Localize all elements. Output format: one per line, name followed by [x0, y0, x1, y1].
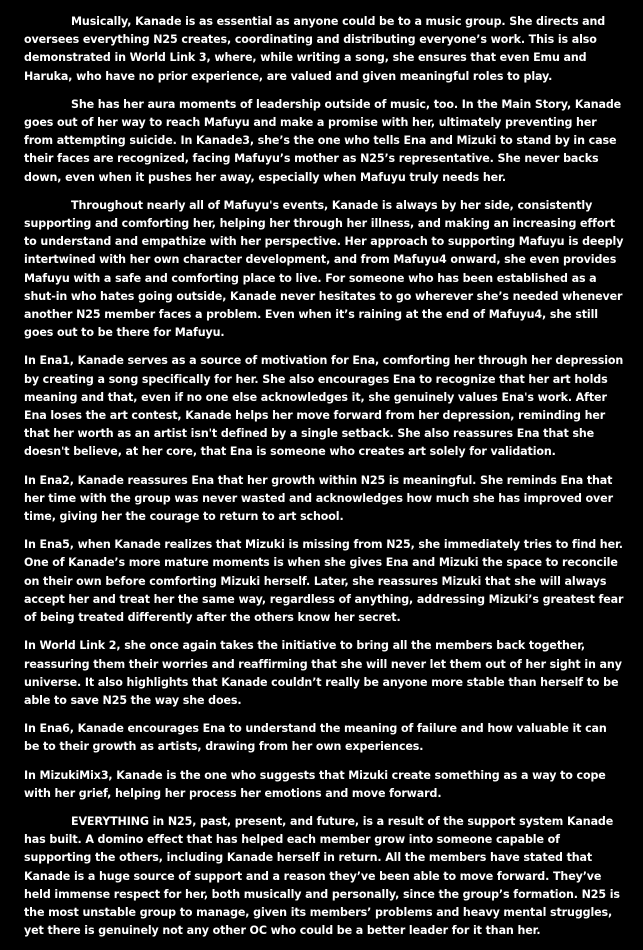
- paragraph-ena6: In Ena6, Kanade encourages Ena to understand the meaning of failure and how valuable it can be to their growth as artists, drawing from her own experiences.: [24, 722, 607, 754]
- paragraph-ena5: In Ena5, when Kanade realizes that Mizuki is missing from N25, she immediately tries to find her. One of Kanade’s more mature moments is when she gives Ena and Mizuki the space to reconcile on their own before comforting Mizuki herself. Later, she reassures Mizuki that she will always accept her and treat her the same way, regardless of anything, addressing Mizuki’s greatest fear of being treated differently after the others know her secret.: [24, 538, 624, 625]
- document-body: [24, 13, 624, 950]
- paragraph-ena2: In Ena2, Kanade reassures Ena that her growth within N25 is meaningful. She reminds Ena that her time with the group was never wasted and acknowledges how much she has improved over time, giving her the courage to return to art school.: [24, 473, 613, 524]
- paragraph-music-role: Musically, Kanade is as essential as anyone could be to a music group. She directs and oversees everything N25 creates, coordinating and distributing everyone’s work. This is also demonstrated in World Link 3, where, while writing a song, she ensures that even Emu and Haruka, who have no prior experience, are valued and given meaningful roles to play.: [24, 15, 606, 83]
- paragraph-ena1: In Ena1, Kanade serves as a source of motivation for Ena, comforting her through her depression by creating a song specifically for her. She also encourages Ena to recognize that her art holds meaning and that, even if no one else acknowledges it, she genuinely values Ena's work. After Ena loses the art contest, Kanade helps her move forward from her depression, reminding her that her worth as an artist isn't defined by a single setback. She also reassures Ena that she doesn't believe, at her core, that Ena is someone who creates art solely for validation.: [24, 354, 624, 459]
- paragraph-conclusion: EVERYTHING in N25, past, present, and future, is a result of the support system Kanade has built. A domino effect that has helped each member grow into someone capable of supporting the others, including Kanade herself in return. All the members have stated that Kanade is a huge source of support and a reason they’ve been able to move forward. They’ve held immense respect for her, both musically and personally, since the group’s formation. N25 is the most unstable group to manage, given its members’ problems and heavy mental struggles, yet there is genuinely not any other OC who could be a better leader for it than her.: [24, 814, 620, 938]
- paragraph-world-link-2: In World Link 2, she once again takes the initiative to bring all the members back together, reassuring them their worries and reaffirming that she will never let them out of her sight in any universe. It also highlights that Kanade couldn’t really be anyone more stable than herself to be able to save N25 the way she does.: [24, 639, 622, 707]
- paragraph-leadership-outside-music: She has her aura moments of leadership outside of music, too. In the Main Story, Kanade goes out of her way to reach Mafuyu and make a promise with her, ultimately preventing her from attempting suicide. In Kanade3, she’s the one who tells Ena and Mizuki to stand by in case their faces are recognized, facing Mafuyu’s mother as N25’s representative. She never backs down, even when it pushes her away, especially when Mafuyu truly needs her.: [24, 97, 622, 184]
- paragraph-mizukimix3: In MizukiMix3, Kanade is the one who suggests that Mizuki create something as a way to cope with her grief, helping her process her emotions and move forward.: [24, 768, 606, 800]
- paragraph-mafuyu-support: Throughout nearly all of Mafuyu's events, Kanade is always by her side, consistently supporting and comforting her, helping her through her illness, and making an increasing effort to understand and empathize with her perspective. Her approach to supporting Mafuyu is deeply intertwined with her own character development, and from Mafuyu4 onward, she even provides Mafuyu with a safe and comforting place to live. For someone who has been established as a shut-in who hates going outside, Kanade never hesitates to go wherever she’s needed whenever another N25 member faces a problem. Even when it’s raining at the end of Mafuyu4, she still goes out to be there for Mafuyu.: [24, 198, 624, 340]
